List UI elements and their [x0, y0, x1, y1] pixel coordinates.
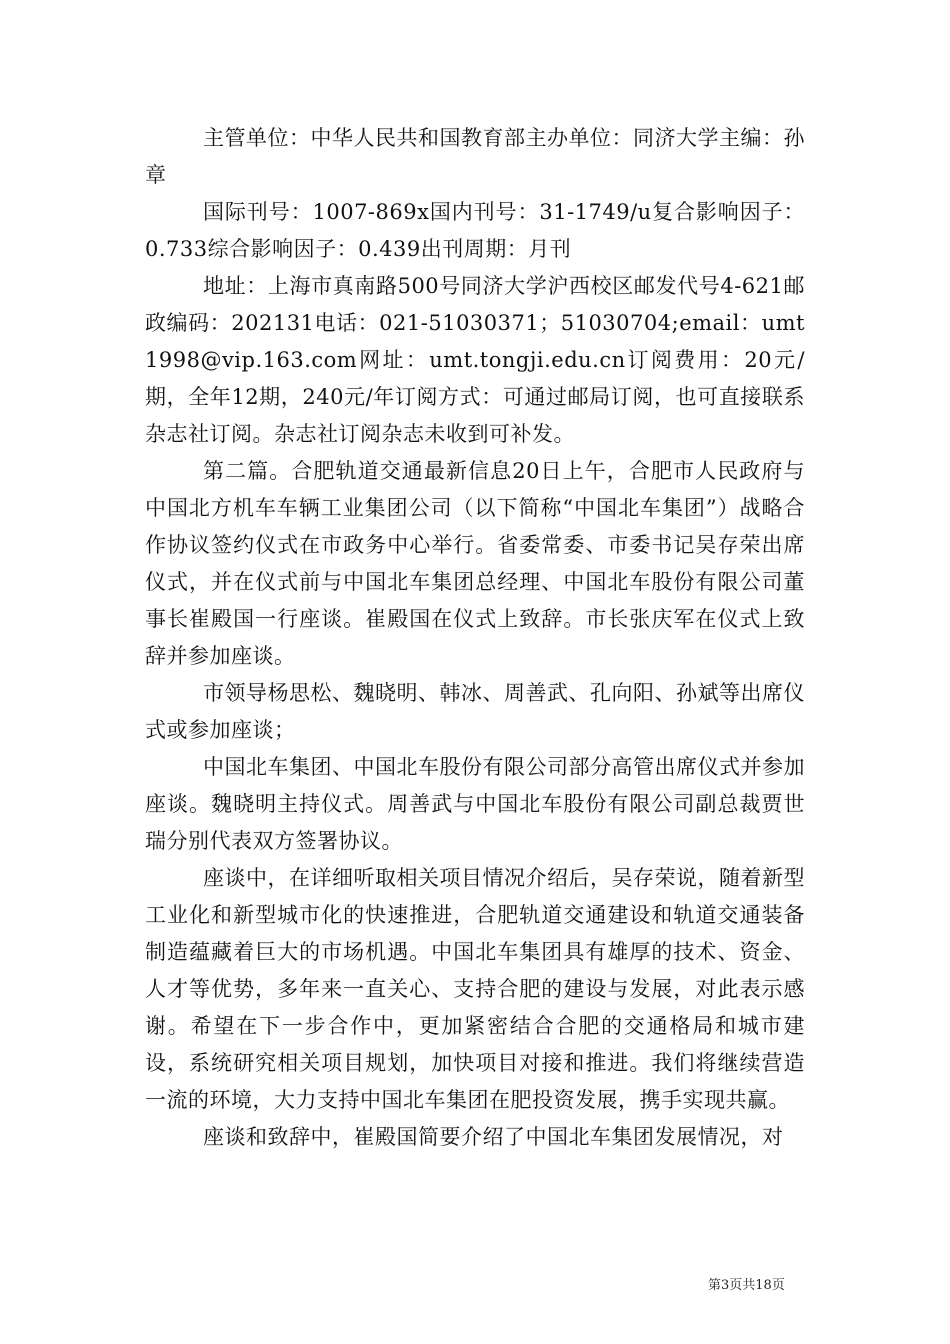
paragraph-discussion: 座谈中，在详细听取相关项目情况介绍后，吴存荣说，随着新型工业化和新型城市化的快速推进，合肥轨道交通建设和轨道交通装备制造蕴藏着巨大的市场机遇。中国北车集团具有雄厚的技术、资金、人才等优势，多年来一直关心、支持合肥的建设与发展，对此表示感谢。希望在下一步合作中，更加紧密结合合肥的交通格局和城市建设，系统研究相关项目规划，加快项目对接和推进。我们将继续营造一流的环境，大力支持中国北车集团在肥投资发展，携手实现共赢。 [145, 866, 805, 1112]
paragraph-city-leaders: 市领导杨思松、魏晓明、韩冰、周善武、孔向阳、孙斌等出席仪式或参加座谈； [145, 681, 805, 742]
paragraph-publisher-info: 主管单位：中华人民共和国教育部主办单位：同济大学主编：孙章 [145, 126, 805, 187]
paragraph-article-intro: 第二篇。合肥轨道交通最新信息20日上午，合肥市人民政府与中国北方机车车辆工业集团公司（以下简称“中国北车集团”）战略合作协议签约仪式在市政务中心举行。省委常委、市委书记吴存荣出席仪式，并在仪式前与中国北车集团总经理、中国北车股份有限公司董事长崔殿国一行座谈。崔殿国在仪式上致辞。市长张庆军在仪式上致辞并参加座谈。 [145, 459, 805, 668]
paragraph-company-executives: 中国北车集团、中国北车股份有限公司部分高管出席仪式并参加座谈。魏晓明主持仪式。周善武与中国北车股份有限公司副总裁贾世瑞分别代表双方签署协议。 [145, 755, 805, 853]
paragraph-address-info: 地址：上海市真南路500号同济大学沪西校区邮发代号4-621邮政编码：202131电话：021-51030371；51030704;email：umt1998@vip.163.com网址：umt.tongji.edu.cn订阅费用：20元/期，全年12期，240元/年订阅方式：可通过邮局订阅，也可直接联系杂志社订阅。杂志社订阅杂志未收到可补发。 [145, 274, 805, 446]
page-number-footer: 第3页共18页 [708, 1278, 785, 1293]
document-body [145, 120, 805, 1156]
paragraph-issn-info: 国际刊号：1007-869x国内刊号：31-1749/u复合影响因子：0.733综合影响因子：0.439出刊周期：月刊 [145, 200, 805, 261]
paragraph-speech: 座谈和致辞中，崔殿国简要介绍了中国北车集团发展情况，对 [203, 1125, 784, 1149]
